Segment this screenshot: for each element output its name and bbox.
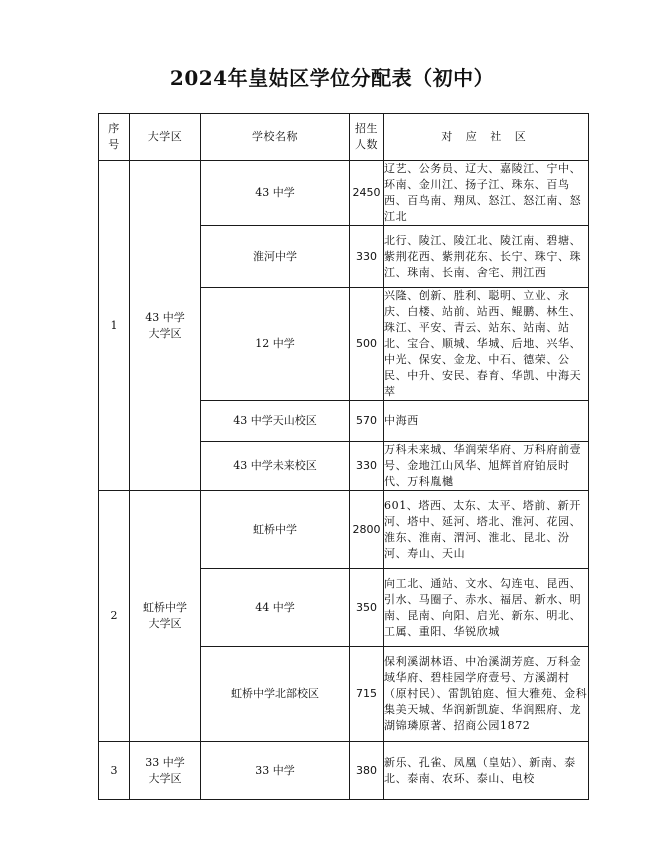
community-list: 兴隆、创新、胜利、聪明、立业、永庆、白楼、站前、站西、鲲鹏、林生、珠江、平安、青云、站东、站南、站北、宝合、顺城、华城、后地、兴华、中光、保安、金龙、中石、德荣、公民、中升、安民、春育、华凯、中海天萃	[384, 288, 589, 401]
allocation-table	[98, 113, 589, 800]
district-line1: 虹桥中学	[143, 601, 187, 614]
enrollment-count: 350	[350, 569, 384, 647]
header-count-line2: 人数	[355, 138, 378, 151]
header-community: 对 应 社 区	[384, 114, 589, 161]
community-list: 保利溪湖林语、中冶溪湖芳庭、万科金域华府、碧桂园学府壹号、方溪湖村（原村民）、雷凯铂庭、恒大雅苑、金科集美天城、华润新凯旋、华润熙府、龙湖锦璘原著、招商公园1872	[384, 647, 589, 742]
school-name: 33 中学	[201, 742, 350, 800]
school-name: 淮河中学	[201, 226, 350, 288]
district-line2: 大学区	[148, 326, 182, 340]
table-row	[99, 742, 589, 800]
group-seq: 1	[99, 161, 130, 491]
community-list: 新乐、孔雀、凤凰（皇姑）、新南、泰北、泰南、农环、泰山、电校	[384, 742, 589, 800]
page-title: 2024年皇姑区学位分配表（初中）	[169, 66, 495, 90]
enrollment-count: 500	[350, 288, 384, 401]
table-row	[99, 161, 589, 226]
enrollment-count: 330	[350, 226, 384, 288]
school-name: 虹桥中学	[201, 491, 350, 569]
community-list: 辽艺、公务员、辽大、嘉陵江、宁中、环南、金川江、扬子江、珠东、百鸟西、百鸟南、翔凤、怒江、怒江南、怒江北	[384, 161, 589, 226]
enrollment-count: 2450	[350, 161, 384, 226]
community-list: 万科未来城、华润荣华府、万科府前壹号、金地江山风华、旭辉首府铂辰时代、万科胤樾	[384, 442, 589, 491]
community-list: 向工北、通站、文水、勾连屯、昆西、引水、马圈子、赤水、福居、新水、明南、昆南、向阳、启光、新东、明北、工属、重阳、华锐欣城	[384, 569, 589, 647]
enrollment-count: 330	[350, 442, 384, 491]
group-seq: 2	[99, 491, 130, 742]
district-line2: 大学区	[148, 771, 182, 785]
community-list: 北行、陵江、陵江北、陵江南、碧塘、紫荆花西、紫荆花东、长宁、珠宁、珠江、珠南、长南、舍宅、荆江西	[384, 226, 589, 288]
group-district	[130, 742, 201, 800]
school-name: 12 中学	[201, 288, 350, 401]
group-district	[130, 491, 201, 742]
school-name: 43 中学天山校区	[201, 401, 350, 442]
school-name: 43 中学未来校区	[201, 442, 350, 491]
header-count	[350, 114, 384, 161]
enrollment-count: 570	[350, 401, 384, 442]
school-name: 虹桥中学北部校区	[201, 647, 350, 742]
district-line1: 43 中学	[145, 310, 185, 324]
group-district	[130, 161, 201, 491]
header-count-line1: 招生	[355, 122, 378, 135]
district-line1: 33 中学	[145, 755, 185, 769]
enrollment-count: 2800	[350, 491, 384, 569]
header-seq	[99, 114, 130, 161]
school-name: 43 中学	[201, 161, 350, 226]
group-seq: 3	[99, 742, 130, 800]
header-seq-line2: 号	[108, 138, 120, 151]
header-seq-line1: 序	[108, 122, 120, 135]
table-row	[99, 491, 589, 569]
header-district: 大学区	[130, 114, 201, 161]
header-row	[99, 114, 589, 161]
header-school: 学校名称	[201, 114, 350, 161]
enrollment-count: 715	[350, 647, 384, 742]
school-name: 44 中学	[201, 569, 350, 647]
community-list: 中海西	[384, 401, 589, 442]
community-list: 601、塔西、太东、太平、塔前、新开河、塔中、延河、塔北、淮河、花园、淮东、淮南、渭河、淮北、昆北、汾河、寿山、天山	[384, 491, 589, 569]
district-line2: 大学区	[148, 617, 182, 630]
enrollment-count: 380	[350, 742, 384, 800]
